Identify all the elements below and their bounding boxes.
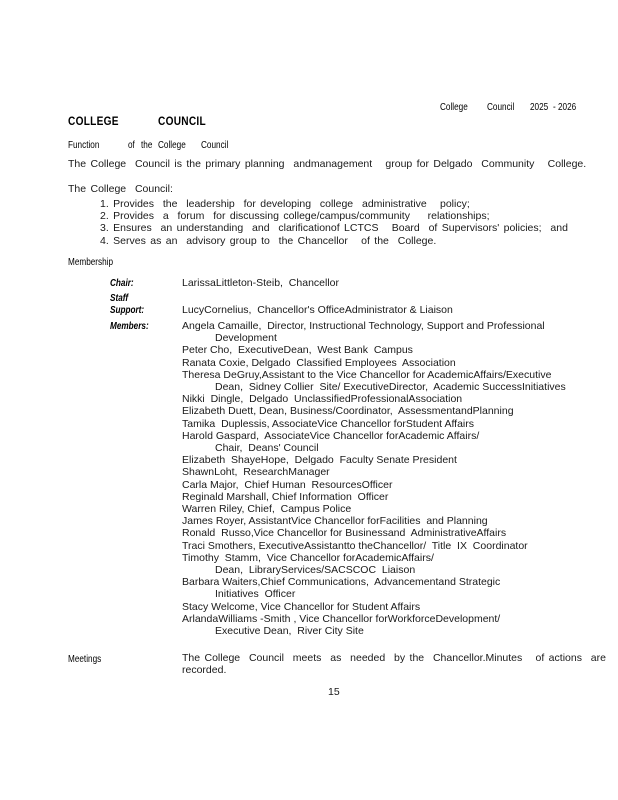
member-line: Reginald Marshall, Chief Information Officer <box>182 490 389 503</box>
member-line: Stacy Welcome, Vice Chancellor for Student Affairs <box>182 600 421 613</box>
member-line-continuation: Initiatives Officer <box>215 588 296 601</box>
member-line: Elizabeth Duett, Dean, Business/Coordinator, AssessmentandPlanning <box>182 405 514 418</box>
meetings-heading: Meetings <box>68 653 102 665</box>
chair-value: LarissaLittleton-Steib, Chancellor <box>182 277 339 289</box>
member-entry <box>182 344 566 356</box>
member-line: Timothy Stamm, Vice Chancellor forAcademicAffairs/ <box>182 551 434 564</box>
function-heading-word: Function <box>68 139 100 151</box>
header-doc-name-word1: College <box>440 101 468 113</box>
membership-heading: Membership <box>68 256 114 268</box>
member-line: Theresa DeGruy,Assistant to the Vice Chancellor for AcademicAffairs/Executive <box>182 368 552 381</box>
member-line: Warren Riley, Chief, Campus Police <box>182 503 352 516</box>
member-entry <box>182 479 566 491</box>
member-line: Tamika Duplessis, AssociateVice Chancellor forStudent Affairs <box>182 417 475 430</box>
member-line: Barbara Waiters,Chief Communications, Advancementand Strategic <box>182 576 501 589</box>
member-line: Traci Smothers, ExecutiveAssistantto theChancellor/ Title IX Coordinator <box>182 539 528 552</box>
member-entry <box>182 454 566 466</box>
duty-item: 3. Ensures an understanding and clarificationof LCTCS Board of Supervisors' policies; and <box>100 222 568 235</box>
member-line: Angela Camaille, Director, Instructional Technology, Support and Professional <box>182 320 545 332</box>
member-entry <box>182 576 566 600</box>
member-line: Harold Gaspard, AssociateVice Chancellor forAcademic Affairs/ <box>182 429 480 442</box>
member-entry <box>182 491 566 503</box>
duty-item: 2. Provides a forum for discussing college/campus/community relationships; <box>100 210 490 223</box>
member-line: Carla Major, Chief Human ResourcesOfficer <box>182 478 393 491</box>
member-entry <box>182 515 566 527</box>
page-number: 15 <box>328 686 340 698</box>
function-heading-word: the <box>141 139 153 151</box>
member-entry <box>182 503 566 515</box>
duty-item: 4. Serves as an advisory group to the Chancellor of the College. <box>100 234 437 247</box>
page-title-word1: COLLEGE <box>68 116 119 128</box>
function-heading-word: of <box>128 139 135 151</box>
member-entry <box>182 613 566 637</box>
function-heading-word: Council <box>201 139 229 151</box>
member-entry <box>182 357 566 369</box>
member-entry <box>182 369 566 393</box>
member-line: Elizabeth ShayeHope, Delgado Faculty Senate President <box>182 454 457 467</box>
page-title-word2: COUNCIL <box>158 116 206 128</box>
meetings-text-line2: recorded. <box>182 664 227 676</box>
member-line: ShawnLoht, ResearchManager <box>182 466 330 479</box>
member-line-continuation: Development <box>215 332 277 345</box>
member-entry <box>182 527 566 539</box>
member-entry <box>182 540 566 552</box>
staff-support-label-line1: Staff <box>110 292 129 304</box>
member-line: ArlandaWilliams -Smith , Vice Chancellor forWorkforceDevelopment/ <box>182 612 501 625</box>
meetings-text-line1: The College Council meets as needed by the Chancellor.Minutes of actions are <box>182 652 606 664</box>
member-line-continuation: Chair, Deans' Council <box>215 442 319 455</box>
member-entry <box>182 393 566 405</box>
member-line: James Royer, AssistantVice Chancellor forFacilities and Planning <box>182 515 488 528</box>
member-entry <box>182 405 566 417</box>
chair-label: Chair: <box>110 277 134 289</box>
member-entry <box>182 430 566 454</box>
header-year-end: - 2026 <box>553 101 577 113</box>
function-heading-word: College <box>158 139 186 151</box>
member-line-continuation: Dean, LibraryServices/SACSCOC Liaison <box>215 564 416 577</box>
members-label: Members: <box>110 320 149 332</box>
member-entry <box>182 466 566 478</box>
staff-support-value: LucyCornelius, Chancellor's OfficeAdministrator & Liaison <box>182 304 453 316</box>
intro-paragraph: The College Council is the primary planning andmanagement group for Delgado Community College. <box>68 158 587 170</box>
member-line-continuation: Executive Dean, River City Site <box>215 625 364 638</box>
member-line-continuation: Dean, Sidney Collier Site/ ExecutiveDirector, Academic SuccessInitiatives <box>215 381 566 394</box>
member-entry <box>182 418 566 430</box>
council-duties-list <box>100 198 568 247</box>
member-entry <box>182 601 566 613</box>
list-intro: The College Council: <box>68 183 173 195</box>
member-line: Peter Cho, ExecutiveDean, West Bank Campus <box>182 344 413 357</box>
member-entry <box>182 552 566 576</box>
member-entry <box>182 320 566 344</box>
duty-item: 1. Provides the leadership for developing college administrative policy; <box>100 198 470 210</box>
member-line: Ronald Russo,Vice Chancellor for Businessand AdministrativeAffairs <box>182 527 507 540</box>
members-list <box>182 320 566 637</box>
header-doc-name-word2: Council <box>487 101 515 113</box>
member-line: Nikki Dingle, Delgado UnclassifiedProfessionalAssociation <box>182 393 463 406</box>
staff-support-label-line2: Support: <box>110 304 145 316</box>
header-year: 2025 <box>530 101 549 113</box>
member-line: Ranata Coxie, Delgado Classified Employees Association <box>182 356 456 369</box>
